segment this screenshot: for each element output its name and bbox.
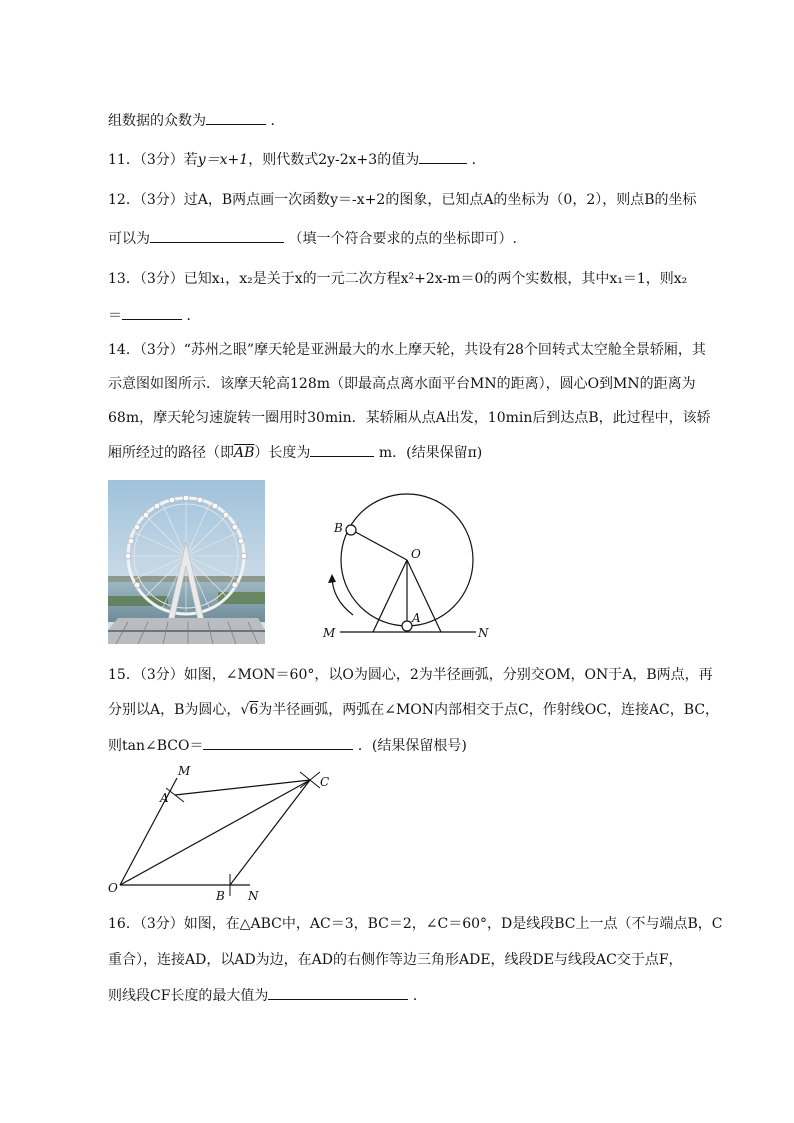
q15-score: （3分） (139, 667, 184, 683)
q11-text-1: 若 (183, 152, 198, 168)
q14-text-3: 68m，摩天轮匀速旋转一圈用时30min．某轿厢从点A出发，10min后到达点B，此过程中，该轿 (108, 410, 711, 426)
radius-ob (350, 529, 407, 560)
cabin-b (346, 525, 356, 535)
q14-text-2: 示意图如图所示．该摩天轮高128m（即最高点离水面平台MN的距离），圆心O到MN的距离为 (108, 376, 696, 392)
q15-text-2b: 为半径画弧，两弧在∠MON内部相交于点C，作射线OC，连接AC，BC， (258, 702, 720, 718)
label-m: M (178, 764, 191, 778)
q13-answer-blank[interactable] (122, 305, 182, 320)
q15-text-2a: 分别以A，B为圆心， (108, 702, 241, 718)
q11-number: 11． (108, 152, 140, 168)
q11-end: ． (471, 152, 486, 168)
q14-text-4c: m．(结果保留π) (378, 445, 483, 461)
q13-number: 13． (108, 271, 140, 287)
label-a: A (412, 611, 421, 625)
q16-text-3a: 则线段CF长度的最大值为 (108, 988, 269, 1004)
q12-number: 12． (108, 192, 140, 208)
label-m: M (323, 626, 336, 640)
q16-text-2: 重合），连接AD，以AD为边，在AD的右侧作等边三角形ADE，线段DE与线段AC交于点F， (108, 952, 683, 968)
q16-line-1 (108, 914, 723, 934)
q14-line-1 (108, 340, 706, 360)
q14-arc-ab: $\overline{AB}$ (234, 445, 255, 461)
q12-answer-blank[interactable] (150, 228, 284, 243)
ferris-wheel-diagram (318, 484, 498, 644)
label-b: B (334, 521, 343, 535)
q10-end: ． (270, 113, 285, 129)
arc-mark-a (166, 788, 184, 802)
label-b: B (216, 889, 225, 903)
support-left (373, 560, 407, 632)
q15-text-1: 如图，∠MON＝60°，以O为圆心，2为半径画弧，分别交OM，ON于A，B两点，再 (183, 667, 713, 683)
q13-line-2 (108, 305, 200, 326)
segment-ac (175, 780, 310, 795)
q14-number: 14． (108, 342, 140, 358)
label-n: N (478, 626, 489, 640)
q15-number: 15． (108, 667, 140, 683)
q15-text-3b: ．(结果保留根号) (357, 738, 467, 754)
q13-text-2a: ＝ (108, 308, 122, 324)
segment-bc (230, 780, 310, 885)
cabin-a (402, 621, 412, 631)
label-o: O (108, 881, 118, 895)
q11-equation: y＝x+1 (197, 152, 249, 168)
q10-answer-blank[interactable] (206, 110, 266, 125)
q14-text-4b: ）长度为 (254, 445, 311, 461)
q14-score: （3分） (139, 342, 184, 358)
sqrt-sign: √ (240, 702, 250, 718)
q11-score: （3分） (139, 152, 184, 168)
q14-line-3 (108, 408, 711, 428)
q16-line-2 (108, 950, 683, 970)
label-a: A (160, 791, 169, 805)
q15-sqrt-value: 6 (249, 702, 259, 718)
q12-line-2 (108, 228, 517, 249)
q14-answer-blank[interactable] (310, 442, 374, 457)
q12-text-1: 过A，B两点画一次函数y＝-x+2的图象，已知点A的坐标为（0，2），则点B的坐标 (183, 192, 697, 208)
q16-line-3 (108, 985, 427, 1006)
q16-number: 16． (108, 916, 140, 932)
q13-text-2b: ． (186, 308, 201, 324)
q12-text-2b: （填一个符合要求的点的坐标即可）. (288, 231, 517, 247)
q10-text: 组数据的众数为 (108, 113, 206, 129)
rhombus-diagram (100, 758, 340, 906)
ferris-wheel-photo (108, 480, 265, 644)
label-n: N (248, 889, 259, 903)
label-o: O (411, 547, 421, 561)
q12-score: （3分） (139, 192, 184, 208)
q11-text-2: ，则代数式 (248, 152, 319, 168)
q14-line-2 (108, 374, 696, 394)
q12-line-1 (108, 190, 697, 210)
label-c: C (320, 775, 330, 789)
q15-text-3a: 则tan∠BCO＝ (108, 738, 204, 754)
q15-line-1 (108, 665, 713, 685)
q10-line (108, 110, 284, 131)
q16-text-3b: ． (412, 988, 427, 1004)
q16-score: （3分） (139, 916, 184, 932)
q11-text-3: 的值为 (377, 152, 420, 168)
q15-line-2 (108, 700, 719, 720)
q12-text-2a: 可以为 (108, 231, 150, 247)
q15-line-3 (108, 735, 467, 756)
q11-answer-blank[interactable] (419, 149, 467, 164)
arrowhead (328, 574, 336, 583)
q14-line-4 (108, 442, 482, 463)
q15-answer-blank[interactable] (203, 735, 353, 750)
q14-text-1: “苏州之眼”摩天轮是亚洲最大的水上摩天轮，共设有28个回转式太空舱全景轿厢，其 (183, 342, 706, 358)
q13-line-1 (108, 269, 687, 289)
q11-expression: 2y-2x+3 (318, 152, 378, 168)
q16-text-1: 如图，在△ABC中，AC＝3，BC＝2，∠C＝60°，D是线段BC上一点（不与端点B，C (183, 916, 723, 932)
q13-score: （3分） (139, 271, 184, 287)
q11-line (108, 149, 486, 170)
q13-text-1: 已知x₁，x₂是关于x的一元二次方程x²+2x-m＝0的两个实数根，其中x₁＝1，则x₂ (183, 271, 688, 287)
q16-answer-blank[interactable] (268, 985, 408, 1000)
q14-text-4a: 厢所经过的路径（即 (108, 445, 234, 461)
